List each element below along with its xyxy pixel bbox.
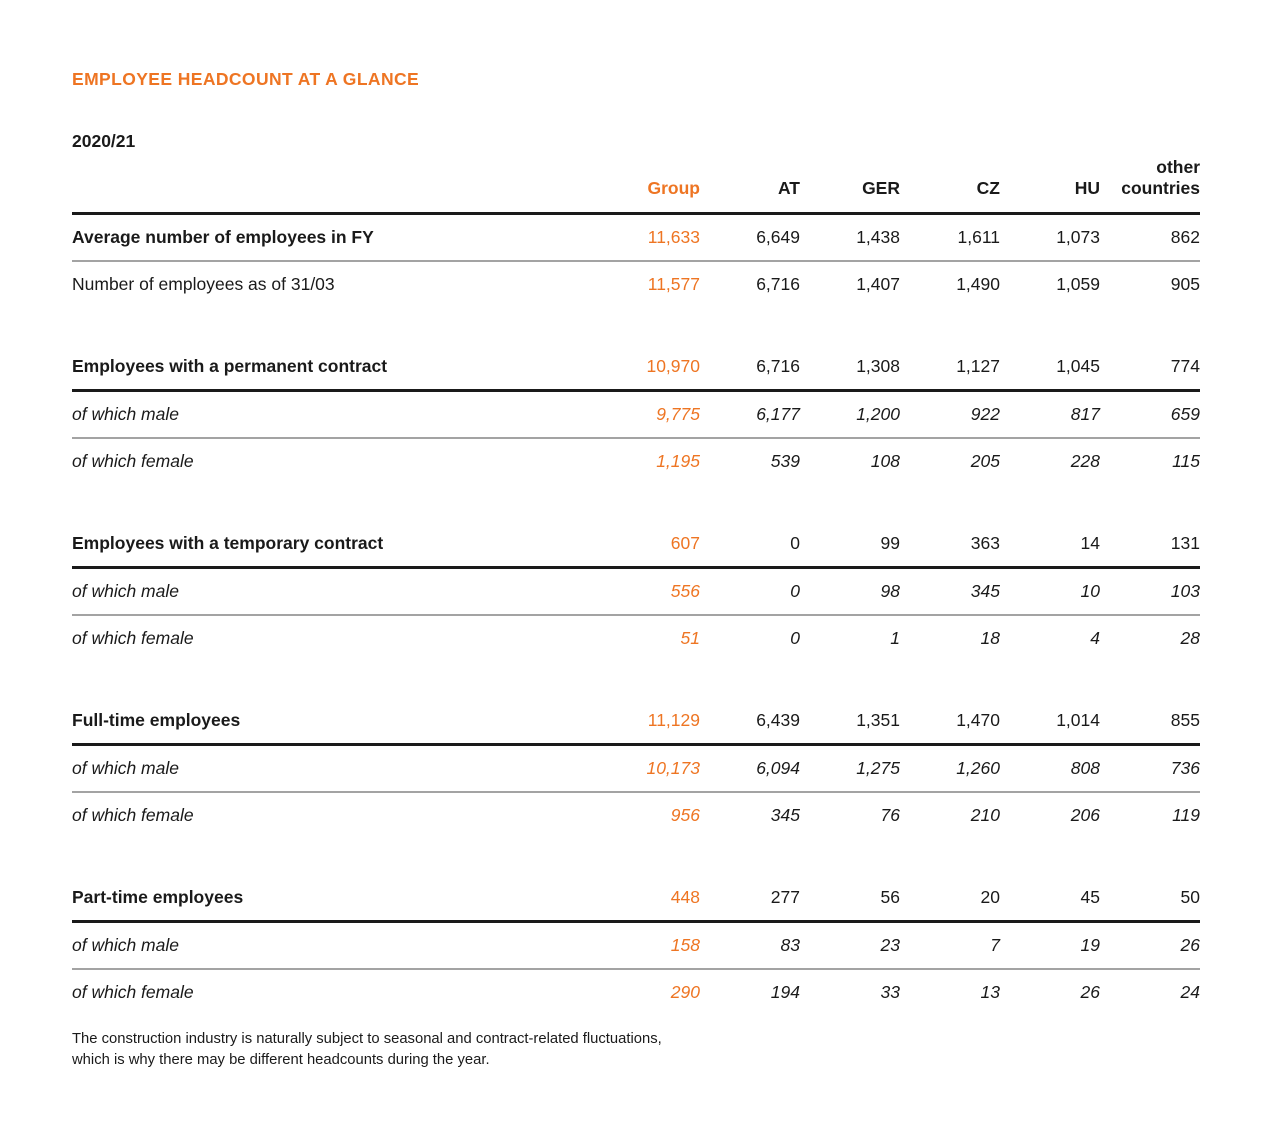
cell-value: 50 (1100, 875, 1200, 922)
column-header-cz: CZ (900, 157, 1000, 214)
cell-value: 1,014 (1000, 698, 1100, 745)
cell-value-group: 11,129 (560, 698, 700, 745)
header-row (72, 157, 1200, 214)
cell-value: 206 (1070, 805, 1100, 825)
table-row (72, 214, 1200, 261)
spacer-cell (72, 839, 1200, 875)
cell-value: 862 (1100, 214, 1200, 261)
table-row (72, 922, 1200, 969)
row-label: Part-time employees (72, 875, 560, 922)
cell-value: 194 (770, 982, 800, 1002)
cell-value: 228 (1070, 451, 1100, 471)
row-label: of which male (72, 391, 560, 438)
cell-value-group: 10,173 (560, 745, 700, 792)
cell-value: 736 (1100, 745, 1200, 792)
cell-value-group: 290 (670, 982, 700, 1002)
row-label: Employees with a temporary contract (72, 521, 560, 568)
table-row (72, 745, 1200, 792)
row-label: of which female (72, 982, 194, 1002)
cell-value-group: 448 (560, 875, 700, 922)
cell-value: 10 (1000, 568, 1100, 615)
cell-value: 103 (1100, 568, 1200, 615)
cell-value: 905 (1170, 274, 1200, 294)
cell-value: 0 (700, 568, 800, 615)
cell-value: 817 (1000, 391, 1100, 438)
cell-value: 1,611 (900, 214, 1000, 261)
table-header (72, 157, 1200, 214)
table-row (72, 344, 1200, 391)
cell-value: 539 (770, 451, 800, 471)
column-header-label (72, 157, 560, 214)
headcount-table (72, 157, 1200, 1016)
row-label: of which male (72, 745, 560, 792)
cell-value: 922 (900, 391, 1000, 438)
cell-value-group: 956 (670, 805, 700, 825)
table-row (72, 875, 1200, 922)
cell-value: 1,045 (1000, 344, 1100, 391)
footnote-line: The construction industry is naturally subject to seasonal and contract-related fluctuations, (72, 1030, 662, 1047)
cell-value: 19 (1000, 922, 1100, 969)
table-row (72, 568, 1200, 615)
cell-value: 1,073 (1000, 214, 1100, 261)
cell-value: 76 (880, 805, 900, 825)
cell-value: 0 (790, 628, 800, 648)
row-label: Average number of employees in FY (72, 214, 560, 261)
cell-value: 6,094 (700, 745, 800, 792)
cell-value: 210 (970, 805, 1000, 825)
cell-value: 1,407 (856, 274, 900, 294)
period-label: 2020/21 (72, 131, 136, 151)
section-spacer (72, 662, 1200, 698)
spacer-cell (72, 308, 1200, 344)
cell-value: 115 (1172, 451, 1200, 471)
cell-value: 131 (1100, 521, 1200, 568)
table-row (72, 615, 1200, 662)
cell-value: 363 (900, 521, 1000, 568)
cell-value: 20 (900, 875, 1000, 922)
cell-value: 205 (970, 451, 1000, 471)
column-header-hu: HU (1000, 157, 1100, 214)
table-row (72, 438, 1200, 485)
cell-value: 23 (800, 922, 900, 969)
footnote-line: which is why there may be different headcounts during the year. (72, 1051, 490, 1068)
cell-value-group: 11,633 (560, 214, 700, 261)
column-header-ger: GER (800, 157, 900, 214)
cell-value: 6,649 (700, 214, 800, 261)
cell-value: 6,716 (756, 274, 800, 294)
cell-value: 659 (1100, 391, 1200, 438)
cell-value: 1,351 (800, 698, 900, 745)
cell-value: 13 (980, 982, 1000, 1002)
cell-value: 56 (800, 875, 900, 922)
cell-value: 7 (900, 922, 1000, 969)
column-header-other-countries: other countries (1100, 157, 1200, 214)
table-body (72, 214, 1200, 1016)
cell-value-group: 9,775 (560, 391, 700, 438)
cell-value-group: 556 (560, 568, 700, 615)
footnote (72, 1029, 1200, 1071)
cell-value: 855 (1100, 698, 1200, 745)
row-label: of which female (72, 628, 194, 648)
page-title: EMPLOYEE HEADCOUNT AT A GLANCE (72, 69, 420, 89)
cell-value-group: 607 (560, 521, 700, 568)
table-row (72, 391, 1200, 438)
row-label: Full-time employees (72, 698, 560, 745)
cell-value: 98 (800, 568, 900, 615)
cell-value: 774 (1100, 344, 1200, 391)
cell-value-group: 1,195 (656, 451, 700, 471)
cell-value: 33 (880, 982, 900, 1002)
cell-value: 99 (800, 521, 900, 568)
cell-value-group: 10,970 (560, 344, 700, 391)
row-label: Number of employees as of 31/03 (72, 274, 335, 294)
cell-value: 26 (1100, 922, 1200, 969)
cell-value: 0 (700, 521, 800, 568)
cell-value: 6,439 (700, 698, 800, 745)
row-label: of which female (72, 451, 194, 471)
cell-value: 83 (700, 922, 800, 969)
cell-value: 1,470 (900, 698, 1000, 745)
section-spacer (72, 485, 1200, 521)
spacer-cell (72, 485, 1200, 521)
cell-value-group: 51 (680, 628, 700, 648)
cell-value: 345 (900, 568, 1000, 615)
cell-value: 1 (890, 628, 900, 648)
cell-value: 277 (700, 875, 800, 922)
cell-value: 119 (1172, 805, 1200, 825)
cell-value: 808 (1000, 745, 1100, 792)
cell-value: 45 (1000, 875, 1100, 922)
table-row (72, 792, 1200, 839)
cell-value: 26 (1080, 982, 1100, 1002)
row-label: of which male (72, 568, 560, 615)
cell-value-group: 158 (560, 922, 700, 969)
cell-value: 1,308 (800, 344, 900, 391)
cell-value: 1,200 (800, 391, 900, 438)
cell-value-group: 11,577 (647, 274, 700, 294)
row-label: of which female (72, 805, 194, 825)
cell-value: 108 (870, 451, 900, 471)
cell-value: 14 (1000, 521, 1100, 568)
cell-value: 1,059 (1056, 274, 1100, 294)
cell-value: 6,716 (700, 344, 800, 391)
row-label: Employees with a permanent contract (72, 344, 560, 391)
cell-value: 1,275 (800, 745, 900, 792)
table-row (72, 521, 1200, 568)
cell-value: 24 (1180, 982, 1200, 1002)
table-row (72, 698, 1200, 745)
table-row (72, 261, 1200, 308)
table-row (72, 969, 1200, 1016)
cell-value: 28 (1180, 628, 1200, 648)
column-header-at: AT (700, 157, 800, 214)
cell-value: 1,260 (900, 745, 1000, 792)
section-spacer (72, 308, 1200, 344)
cell-value: 1,127 (900, 344, 1000, 391)
cell-value: 18 (980, 628, 1000, 648)
cell-value: 345 (770, 805, 800, 825)
cell-value: 1,490 (956, 274, 1000, 294)
cell-value: 1,438 (800, 214, 900, 261)
cell-value: 4 (1090, 628, 1100, 648)
row-label: of which male (72, 922, 560, 969)
cell-value: 6,177 (700, 391, 800, 438)
section-spacer (72, 839, 1200, 875)
column-header-group: Group (560, 157, 700, 214)
spacer-cell (72, 662, 1200, 698)
